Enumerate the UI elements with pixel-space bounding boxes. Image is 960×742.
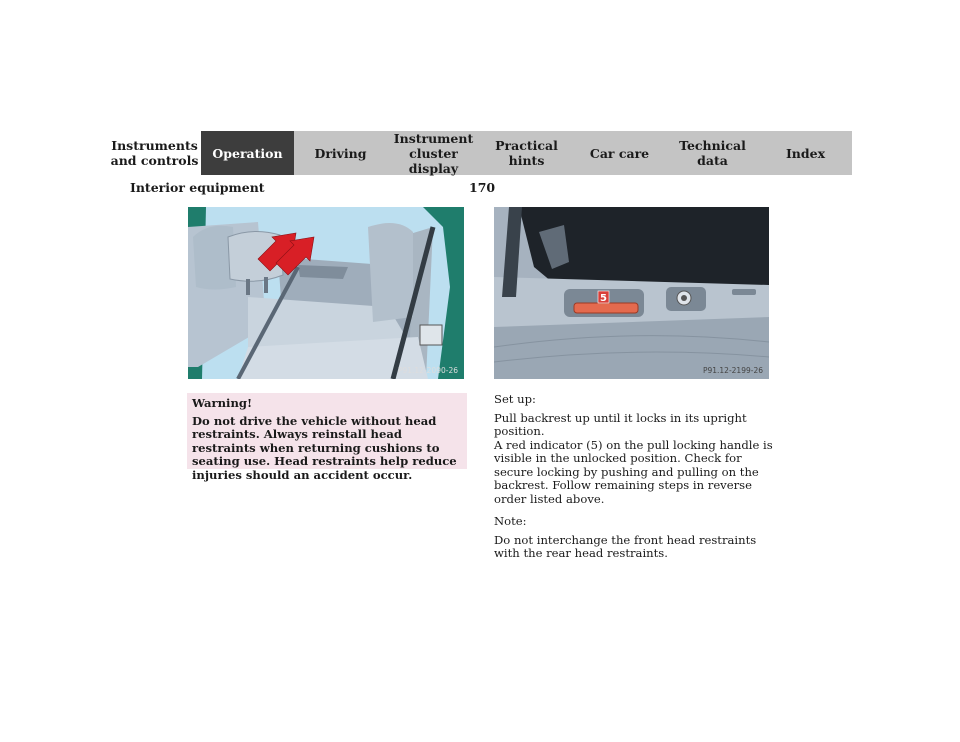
tab-instrument-cluster-display[interactable]: Instrument cluster display	[387, 131, 480, 175]
tab-index[interactable]: Index	[759, 131, 852, 175]
tab-practical-hints[interactable]: Practical hints	[480, 131, 573, 175]
page-number: 170	[469, 180, 496, 195]
tab-car-care[interactable]: Car care	[573, 131, 666, 175]
note-text: Do not interchange the front head restraints with the rear head restraints.	[494, 532, 757, 560]
warning-text: Do not drive the vehicle without head restraints. Always reinstall head restraints when returning cushions to seating use. Head restraints help reduce injuries should an accident occur.	[192, 413, 457, 482]
locking-handle-drawing	[494, 207, 769, 379]
locking-handle-illustration	[494, 207, 769, 379]
setup-heading: Set up:	[494, 392, 536, 406]
tab-driving[interactable]: Driving	[294, 131, 387, 175]
chapter-nav	[108, 131, 852, 175]
rear-seat-illustration	[188, 207, 464, 379]
section-title: Interior equipment	[130, 180, 265, 195]
warning-title: Warning!	[192, 396, 253, 410]
rear-seat-drawing	[188, 207, 464, 379]
setup-instructions	[494, 393, 784, 570]
figure-code-right: P91.12-2199-26	[702, 366, 763, 375]
warning-box	[187, 393, 467, 482]
setup-text: Pull backrest up until it locks in its upright position. A red indicator (5) on the pull locking handle is visible in the unlocked position. Check for secure locking by pushing and pulling on the backrest. Follow remaining steps in reverse order listed above.	[494, 410, 773, 506]
callout-5-label: 5	[600, 293, 607, 304]
tab-instruments-and-controls[interactable]: Instruments and controls	[108, 131, 201, 175]
figure-code-left: P91.12-2090-26	[397, 366, 458, 375]
tab-technical-data[interactable]: Technical data	[666, 131, 759, 175]
note-heading: Note:	[494, 514, 527, 528]
tab-operation[interactable]: Operation	[201, 131, 294, 175]
